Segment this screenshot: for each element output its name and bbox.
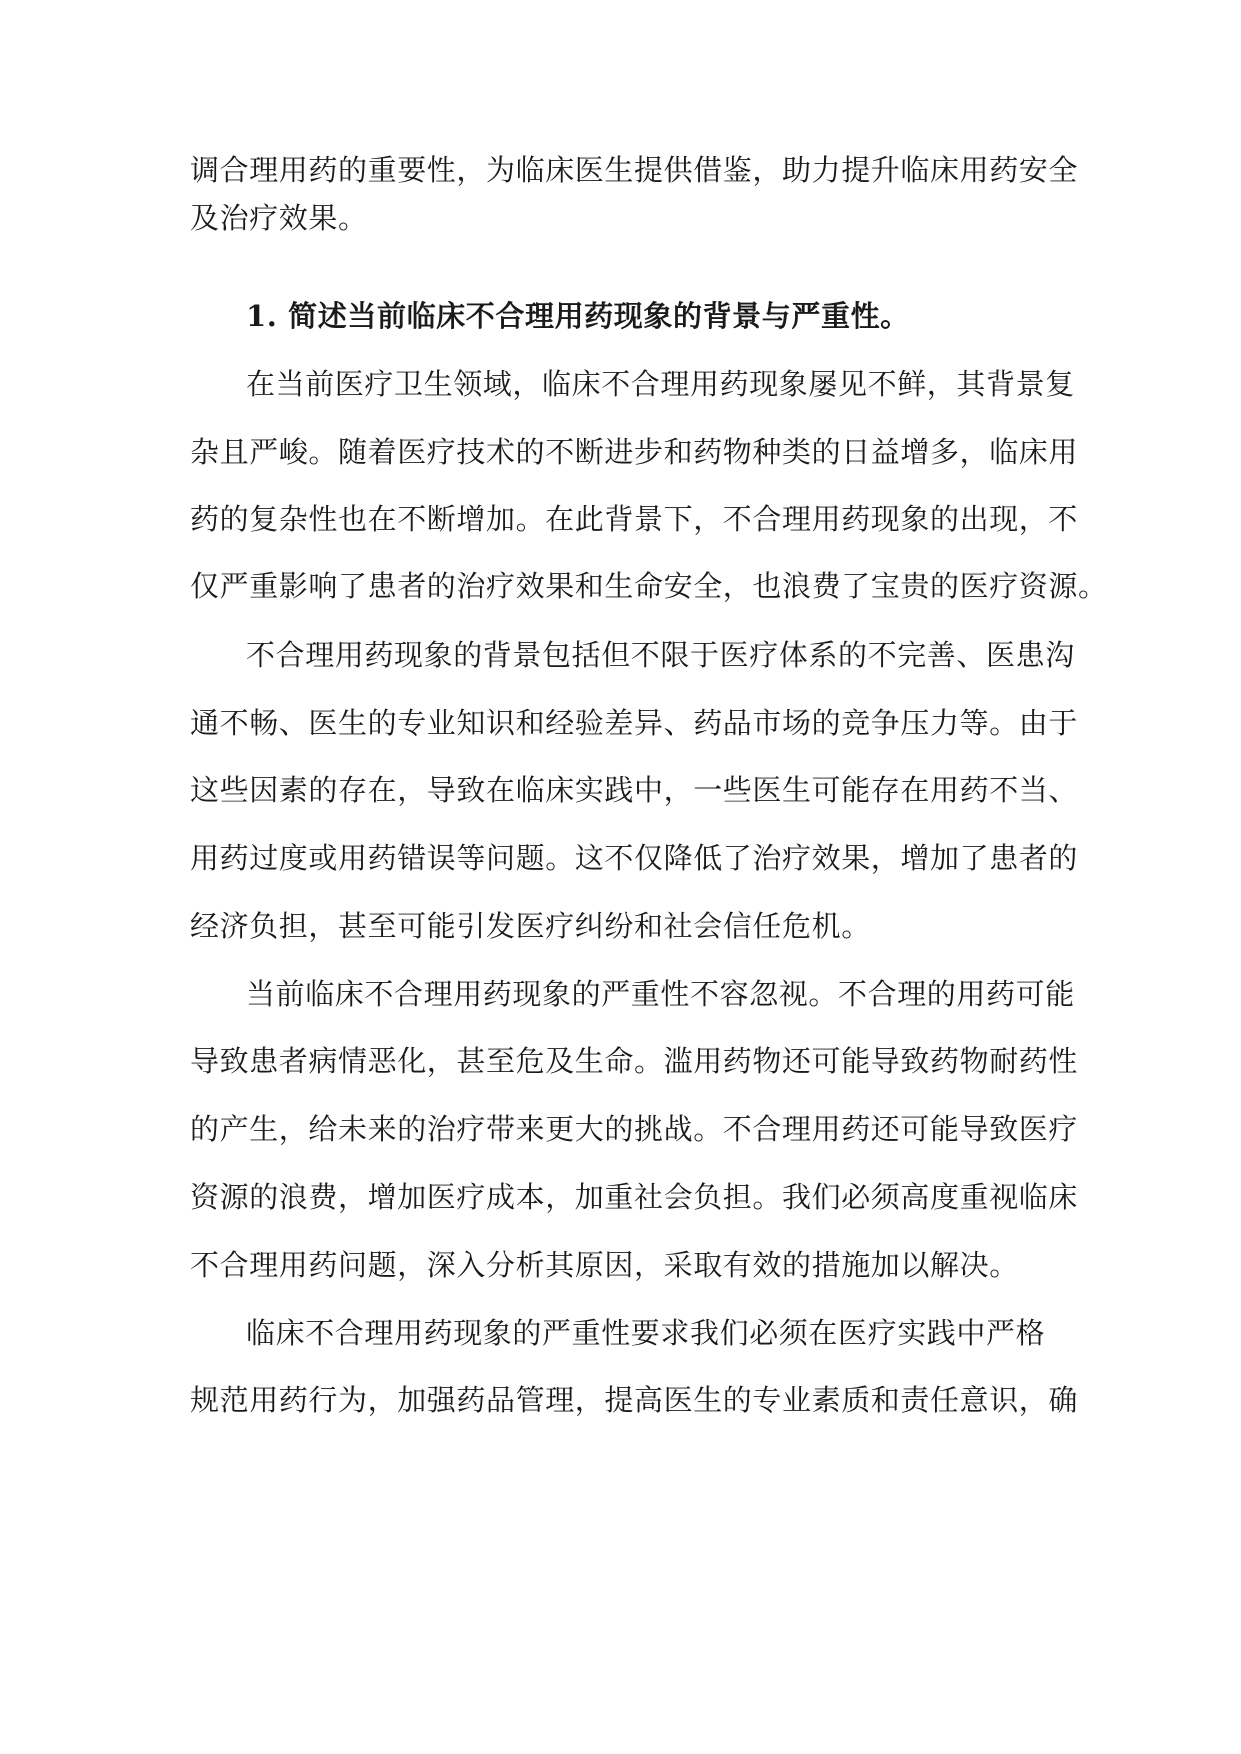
paragraph-line: 不合理用药问题，深入分析其原因，采取有效的措施加以解决。 (190, 1248, 1019, 1282)
paragraph-line: 用药过度或用药错误等问题。这不仅降低了治疗效果，增加了患者的 (190, 841, 1079, 875)
paragraph-line: 当前临床不合理用药现象的严重性不容忽视。不合理的用药可能 (246, 977, 1075, 1011)
paragraph-line: 在当前医疗卫生领域，临床不合理用药现象屡见不鲜，其背景复 (246, 367, 1075, 401)
paragraph-line: 通不畅、医生的专业知识和经验差异、药品市场的竞争压力等。由于 (190, 706, 1079, 740)
paragraph-line: 调合理用药的重要性，为临床医生提供借鉴，助力提升临床用药安全 (190, 153, 1079, 187)
paragraph-line: 这些因素的存在，导致在临床实践中，一些医生可能存在用药不当、 (190, 773, 1079, 807)
paragraph-line: 及治疗效果。 (190, 201, 368, 235)
paragraph-line: 经济负担，甚至可能引发医疗纠纷和社会信任危机。 (190, 909, 871, 943)
paragraph-line: 资源的浪费，增加医疗成本，加重社会负担。我们必须高度重视临床 (190, 1180, 1079, 1214)
paragraph-line: 杂且严峻。随着医疗技术的不断进步和药物种类的日益增多，临床用 (190, 435, 1079, 469)
paragraph-line: 仅严重影响了患者的治疗效果和生命安全，也浪费了宝贵的医疗资源。 (190, 569, 1108, 603)
paragraph-line: 导致患者病情恶化，甚至危及生命。滥用药物还可能导致药物耐药性 (190, 1044, 1079, 1078)
paragraph-line: 规范用药行为，加强药品管理，提高医生的专业素质和责任意识，确 (190, 1383, 1079, 1417)
paragraph-line: 临床不合理用药现象的严重性要求我们必须在医疗实践中严格 (246, 1316, 1046, 1350)
section-heading: 1. 简述当前临床不合理用药现象的背景与严重性。 (246, 299, 910, 333)
paragraph-line: 不合理用药现象的背景包括但不限于医疗体系的不完善、医患沟 (246, 638, 1075, 672)
paragraph-line: 的产生，给未来的治疗带来更大的挑战。不合理用药还可能导致医疗 (190, 1112, 1079, 1146)
paragraph-line: 药的复杂性也在不断增加。在此背景下，不合理用药现象的出现，不 (190, 502, 1079, 536)
